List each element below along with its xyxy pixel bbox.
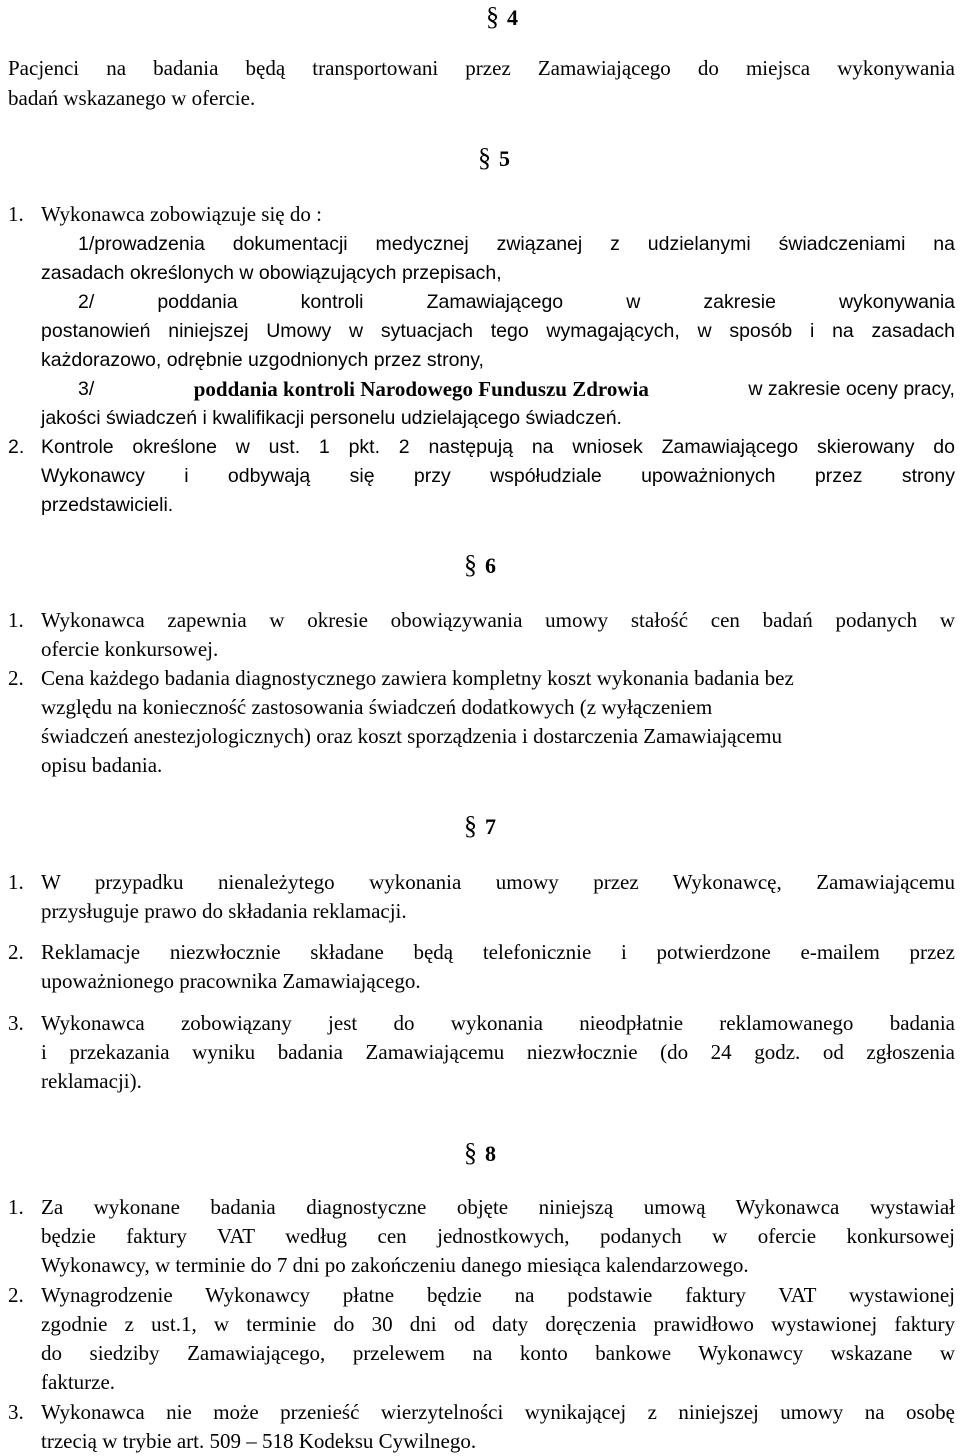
paragraph-line: i przekazania wyniku badania Zamawiającemu niezwłocznie (do 24 godz. od zgłoszenia: [41, 1040, 955, 1064]
list-number: 1.: [8, 1195, 24, 1219]
paragraph-line: Wykonawca zobowiązany jest do wykonania nieodpłatnie reklamowanego badania: [41, 1011, 955, 1035]
paragraph-line: W przypadku nienależytego wykonania umowy przez Wykonawcę, Zamawiającemu: [41, 870, 955, 894]
paragraph-line: postanowień niniejszej Umowy w sytuacjach tego wymagających, w sposób i na zasadach: [41, 320, 955, 342]
paragraph-line: opisu badania.: [41, 753, 163, 777]
section-symbol: §: [464, 550, 477, 579]
section-number: 4: [507, 5, 518, 30]
paragraph-line: badań wskazanego w ofercie.: [8, 86, 256, 110]
paragraph-line: przedstawicieli.: [41, 494, 174, 516]
paragraph-line: Wykonawca nie może przenieść wierzytelności wynikającej z niniejszej umowy na osobę: [41, 1400, 955, 1424]
list-number: 2.: [8, 666, 24, 690]
section-number: 8: [485, 1141, 496, 1166]
paragraph-line: Wykonawca zobowiązuje się do :: [41, 202, 322, 226]
paragraph-line: względu na konieczność zastosowania świadczeń dodatkowych (z wyłączeniem: [41, 695, 713, 719]
paragraph-line: reklamacji).: [41, 1069, 142, 1093]
list-number: 1.: [8, 202, 24, 226]
paragraph-line: upoważnionego pracownika Zamawiającego.: [41, 969, 421, 993]
paragraph-line: ofercie konkursowej.: [41, 637, 219, 661]
paragraph-line: Pacjenci na badania będą transportowani przez Zamawiającego do miejsca wykonywania: [8, 56, 955, 80]
list-marker: 3/: [78, 378, 95, 400]
list-number: 1.: [8, 608, 24, 632]
paragraph-line: Wykonawcy, w terminie do 7 dni po zakończeniu danego miesiąca kalendarzowego.: [41, 1253, 749, 1277]
section-heading-8: [464, 1138, 496, 1168]
paragraph-line: trzecią w trybie art. 509 – 518 Kodeksu Cywilnego.: [41, 1429, 477, 1453]
paragraph-line: 2/ poddania kontroli Zamawiającego w zakresie wykonywania: [78, 291, 955, 313]
paragraph-line: do siedziby Zamawiającego, przelewem na konto bankowe Wykonawcy wskazane w: [41, 1341, 955, 1365]
section-number: 6: [485, 553, 496, 578]
paragraph-line: fakturze.: [41, 1370, 116, 1394]
paragraph-line: 1/prowadzenia dokumentacji medycznej związanej z udzielanymi świadczeniami na: [78, 233, 955, 255]
section-symbol: §: [486, 2, 499, 31]
section-heading-6: [464, 550, 496, 580]
list-number: 2.: [8, 436, 25, 458]
section-heading-4: [486, 2, 518, 32]
paragraph-line: Reklamacje niezwłocznie składane będą telefonicznie i potwierdzone e-mailem przez: [41, 940, 955, 964]
list-number: 2.: [8, 940, 24, 964]
list-number: 3.: [8, 1011, 24, 1035]
paragraph-line: świadczeń anestezjologicznych) oraz koszt sporządzenia i dostarczenia Zamawiającemu: [41, 724, 783, 748]
paragraph-line: każdorazowo, odrębnie uzgodnionych przez strony,: [41, 349, 484, 371]
section-symbol: §: [464, 811, 477, 840]
section-number: 5: [499, 146, 510, 171]
list-number: 2.: [8, 1283, 24, 1307]
paragraph-line: Cena każdego badania diagnostycznego zawiera kompletny koszt wykonania badania bez: [41, 666, 794, 690]
text-run: w zakresie oceny pracy,: [748, 378, 955, 400]
section-symbol: §: [464, 1138, 477, 1167]
list-number: 3.: [8, 1400, 24, 1424]
paragraph-line: zasadach określonych w obowiązujących przepisach,: [41, 262, 502, 284]
section-heading-7: [464, 811, 496, 841]
paragraph-line: przysługuje prawo do składania reklamacji.: [41, 899, 407, 923]
section-symbol: §: [478, 143, 491, 172]
paragraph-line: Kontrole określone w ust. 1 pkt. 2 następują na wniosek Zamawiającego skierowany do: [41, 436, 955, 458]
bold-phrase: poddania kontroli Narodowego Funduszu Zdrowia: [193, 377, 649, 401]
paragraph-line: [78, 375, 955, 404]
section-heading-5: [478, 143, 510, 173]
paragraph-line: Wykonawcy i odbywają się przy współudziale upoważnionych przez strony: [41, 465, 955, 487]
paragraph-line: będzie faktury VAT według cen jednostkowych, podanych w ofercie konkursowej: [41, 1224, 955, 1248]
section-number: 7: [485, 814, 496, 839]
paragraph-line: Za wykonane badania diagnostyczne objęte niniejszą umową Wykonawca wystawiał: [41, 1195, 955, 1219]
list-number: 1.: [8, 870, 24, 894]
paragraph-line: zgodnie z ust.1, w terminie do 30 dni od daty doręczenia prawidłowo wystawionej faktury: [41, 1312, 955, 1336]
paragraph-line: Wynagrodzenie Wykonawcy płatne będzie na podstawie faktury VAT wystawionej: [41, 1283, 955, 1307]
paragraph-line: Wykonawca zapewnia w okresie obowiązywania umowy stałość cen badań podanych w: [41, 608, 955, 632]
paragraph-line: jakości świadczeń i kwalifikacji personelu udzielającego świadczeń.: [41, 407, 622, 429]
